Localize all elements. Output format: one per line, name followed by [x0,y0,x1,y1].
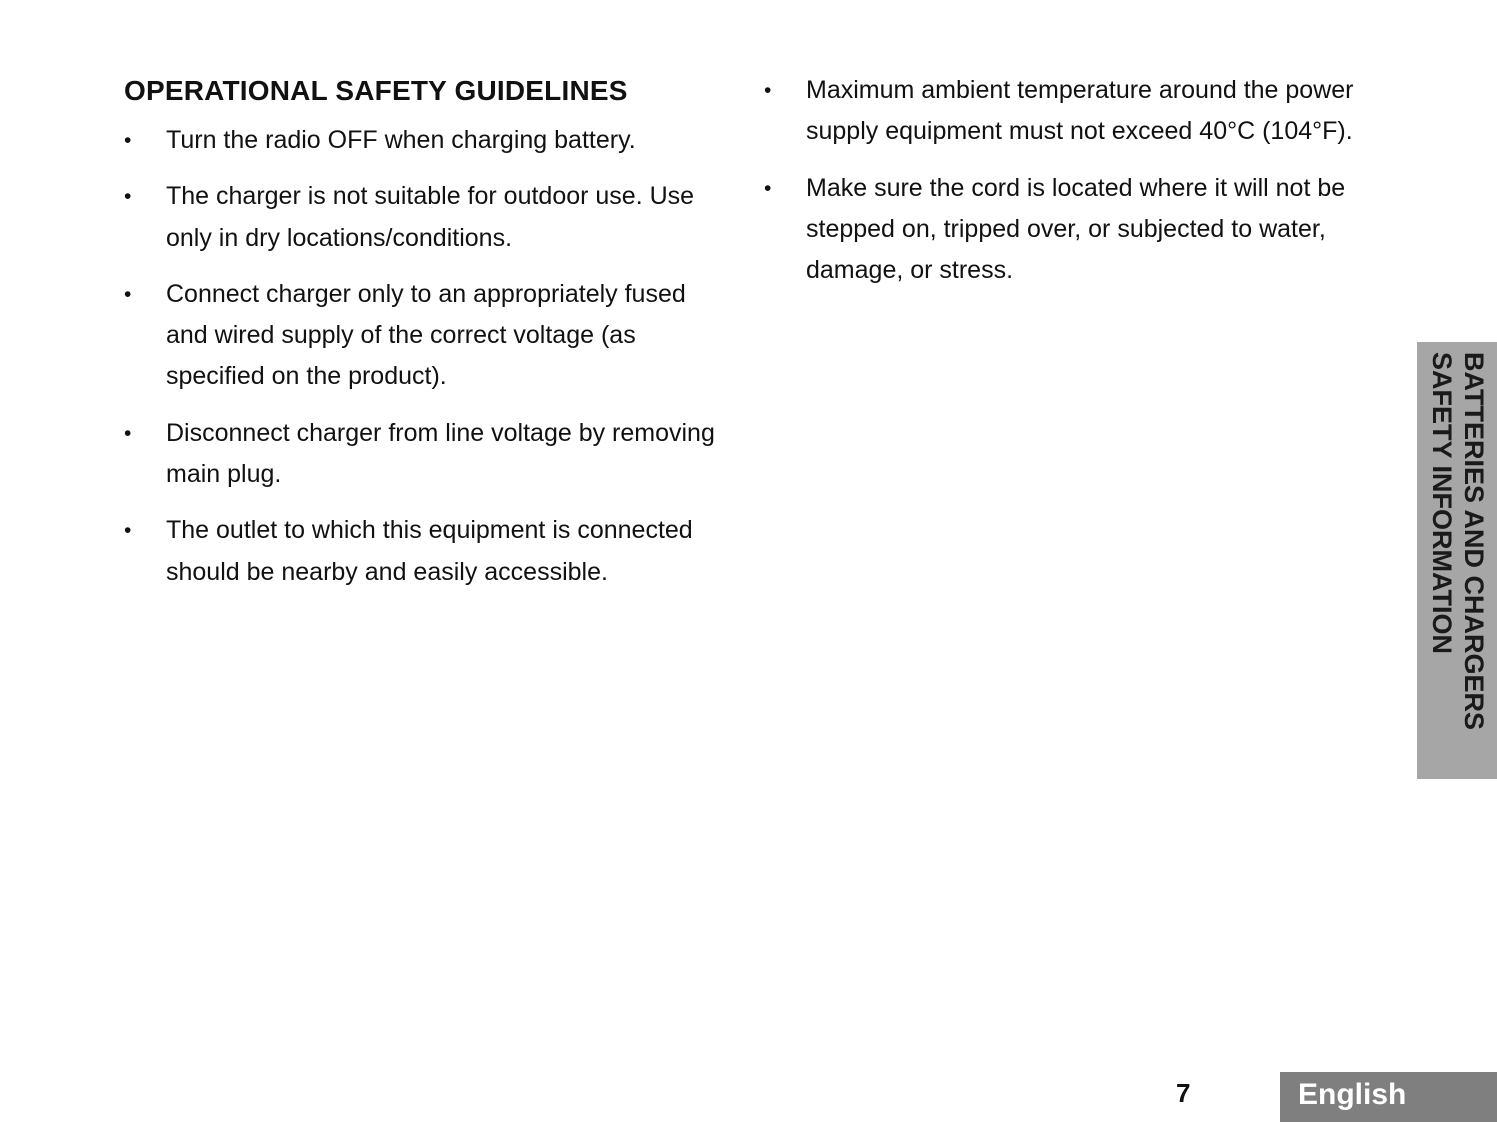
bullet-icon: • [764,176,772,200]
list-item-text: The outlet to which this equipment is connected should be nearby and easily accessible. [166,516,693,586]
list-item [124,120,728,161]
language-label: English [1298,1078,1407,1111]
list-item-text: Turn the radio OFF when charging battery. [166,126,636,154]
list-item [124,274,728,398]
list-item-text: Maximum ambient temperature around the power supply equipment must not exceed 40°C (104°F). [806,76,1354,146]
chapter-side-tab-label [1424,352,1490,772]
side-tab-line-1: BATTERIES AND CHARGERS [1459,352,1489,731]
bullet-icon: • [124,519,132,543]
list-item [124,413,728,496]
bullet-icon: • [764,79,772,102]
section-heading: OPERATIONAL SAFETY GUIDELINES [124,75,628,106]
language-tab [1280,1072,1497,1122]
bullet-icon: • [124,282,132,306]
bullet-icon: • [124,421,132,445]
bullet-icon: • [124,129,132,152]
list-item-text: Make sure the cord is located where it will not be stepped on, tripped over, or subjected to water, damage, or stress. [806,173,1346,285]
list-item [764,168,1376,292]
list-item [124,176,728,259]
list-item [124,510,728,593]
page-number: 7 [1176,1078,1191,1108]
guidelines-list-left [124,120,728,608]
list-item-text: Connect charger only to an appropriately fused and wired supply of the correct voltage (as specified on the product). [166,279,686,391]
bullet-icon: • [124,185,132,209]
list-item-text: The charger is not suitable for outdoor use. Use only in dry locations/conditions. [166,182,695,252]
side-tab-line-2: SAFETY INFORMATION [1427,352,1457,654]
list-item-text: Disconnect charger from line voltage by removing main plug. [166,418,715,489]
guidelines-list-right [764,70,1376,306]
list-item [764,70,1376,153]
chapter-side-tab [1417,342,1497,779]
